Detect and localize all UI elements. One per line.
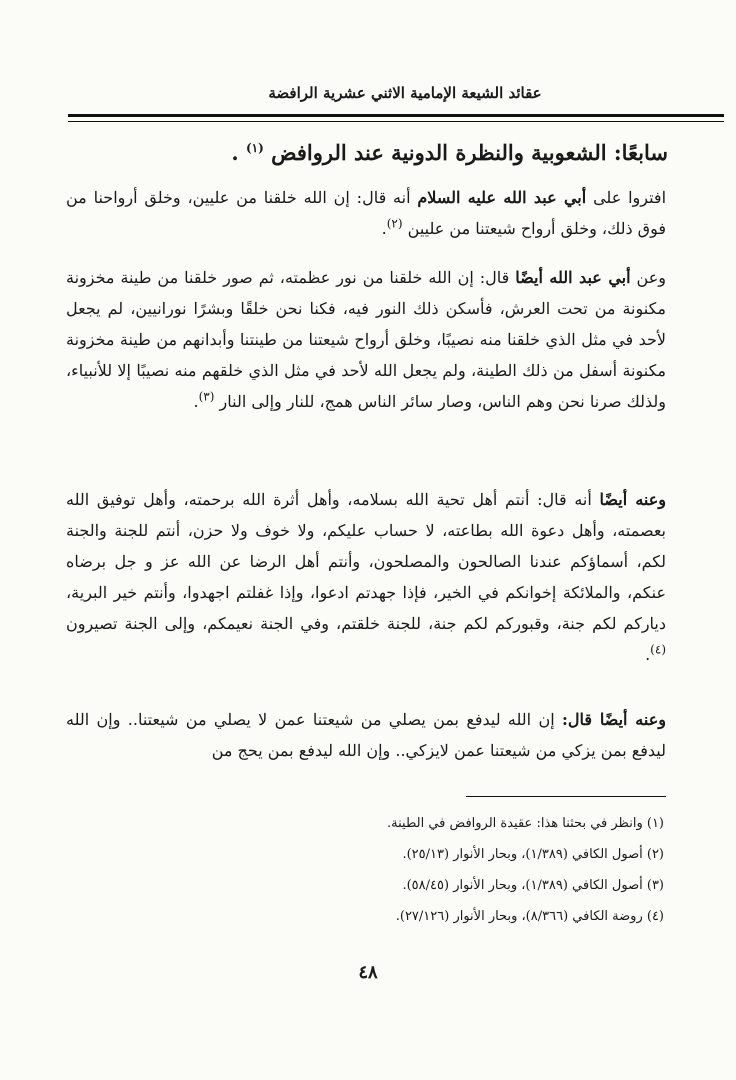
page-number: ٤٨ bbox=[358, 962, 378, 983]
paragraph-text: أنه قال: إن الله خلقنا من عليين، وخلق أرواحنا من فوق ذلك، وخلق أرواح شيعتنا من عليين bbox=[66, 188, 666, 238]
footnote-1: (١) وانظر في بحثنا هذا: عقيدة الروافض في الطينة. bbox=[387, 816, 664, 831]
paragraph-bold-text: وعنه أيضًا قال: bbox=[561, 710, 666, 729]
section-heading-text: سابعًا: الشعوبية والنظرة الدونية عند الروافض bbox=[271, 140, 668, 165]
paragraph-bold-text: أبي عبد الله أيضًا bbox=[515, 268, 631, 287]
paragraph-1 bbox=[66, 182, 666, 244]
paragraph-text: إن الله ليدفع بمن يصلي من شيعتنا عمن لا يصلي من شيعتنا.. وإن الله ليدفع بمن يزكي من شيعتنا عمن لايزكي.. وإن الله ليدفع بمن يحج من bbox=[66, 710, 666, 760]
paragraph-end: . bbox=[645, 645, 651, 664]
paragraph-end: . bbox=[381, 219, 387, 238]
footnotes bbox=[64, 808, 664, 932]
header-rule-thin bbox=[68, 121, 724, 122]
footnote-2: (٢) أصول الكافي (١/٣٨٩)، وبحار الأنوار (٢٥/١٣). bbox=[402, 847, 664, 862]
paragraph-4 bbox=[66, 704, 666, 766]
section-heading bbox=[68, 140, 668, 165]
footnote-4: (٤) روضة الكافي (٨/٣٦٦)، وبحار الأنوار (٢٧/١٢٦). bbox=[395, 909, 664, 924]
footnote-separator bbox=[466, 796, 666, 797]
footnote-3: (٣) أصول الكافي (١/٣٨٩)، وبحار الأنوار (٥٨/٤٥). bbox=[402, 878, 664, 893]
paragraph-bold-text: أبي عبد الله عليه السلام bbox=[417, 188, 587, 207]
paragraph-text: قال: إن الله خلقنا من نور عظمته، ثم صور خلقنا من طينة مخزونة مكنونة من تحت العرش، فأسكن ذلك النور فيه، فكنا نحن خلقًا وبشرًا نورانيين، لم يجعل لأحد في مثل الذي خلقنا منه نصيبًا، وخلق أرواح شيعتنا من طينتنا وأبدانهم من طينة مخزونة مكنونة أسفل من ذلك الطينة، ولم يجعل الله لأحد في مثل الذي خلقهم منه نصيبًا إلا للأنبياء، ولذلك صرنا نحن وهم الناس، وصار سائر الناس همج، للنار وإلى النار bbox=[66, 268, 666, 411]
paragraph-end: . bbox=[193, 392, 199, 411]
paragraph-text: أنه قال: أنتم أهل تحية الله بسلامه، وأهل أثرة الله برحمته، وأهل توفيق الله بعصمته، وأهل دعوة الله بطاعته، لا حساب عليكم، ولا خوف ولا حزن، أنتم للجنة والجنة لكم، أسماؤكم عندنا الصالحون والمصلحون، وأنتم أهل الرضا عن الله عز و جل برضاه عنكم، والملائكة إخوانكم في الخير، فإذا جهدتم ادعوا، وإذا غفلتم اجهدوا، وأنتم خير البرية، دياركم لكم جنة، وقبوركم لكم جنة، للجنة خلقتم، وفي الجنة نعيمكم، وإلى الجنة تصيرون bbox=[66, 490, 666, 633]
paragraph-2 bbox=[66, 262, 666, 417]
running-head: عقائد الشيعة الإمامية الاثني عشرية الرافضة bbox=[268, 84, 542, 102]
header-rule-thick bbox=[68, 114, 724, 117]
footnote-ref: (٤) bbox=[650, 642, 666, 657]
paragraph-bold-text: وعنه أيضًا bbox=[599, 490, 667, 509]
heading-end: . bbox=[231, 140, 239, 165]
paragraph-text: وعن bbox=[630, 268, 667, 287]
footnote-ref: (٣) bbox=[198, 389, 215, 404]
paragraph-text: افتروا على bbox=[586, 188, 667, 207]
paragraph-3 bbox=[66, 484, 666, 670]
footnote-ref: (٢) bbox=[386, 216, 403, 231]
footnote-ref: (١) bbox=[245, 141, 264, 155]
